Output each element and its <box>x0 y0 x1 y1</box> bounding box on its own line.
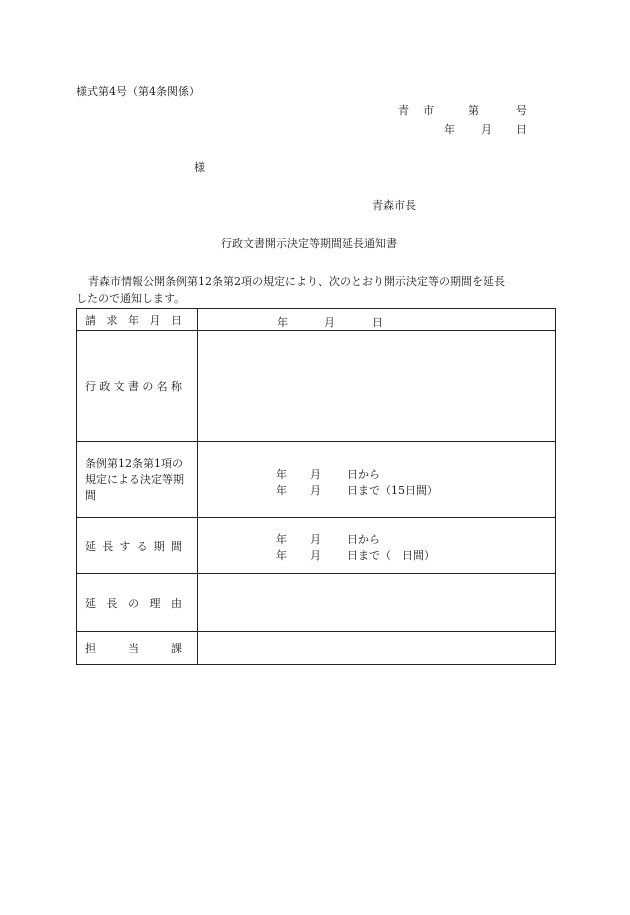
doc-number-char-4: 号 <box>516 104 527 117</box>
decision-period-label: 条例第12条第1項の規定による決定等期間 <box>77 442 198 518</box>
decision-period-value[interactable] <box>198 442 556 518</box>
extension-reason-label-char: 延 <box>85 596 96 610</box>
extension-period-label-char: 長 <box>102 539 114 553</box>
table-row-extension-reason <box>77 574 556 632</box>
request-date-day: 日 <box>372 316 383 329</box>
notice-table <box>76 308 556 665</box>
department-label-char: 当 <box>128 642 139 655</box>
extension-reason-label-char: 由 <box>171 596 182 610</box>
document-name-label-char: 名 <box>156 380 168 393</box>
department-value[interactable] <box>198 632 556 665</box>
extension-reason-label <box>77 574 198 632</box>
extension-period-from: 年 月 日から <box>276 533 380 546</box>
doc-date-year: 年 <box>444 123 455 136</box>
doc-number-char-2: 市 <box>423 104 434 117</box>
document-title: 行政文書開示決定等期間延長通知書 <box>221 237 397 250</box>
request-date-label <box>77 309 198 331</box>
department-label <box>77 632 198 665</box>
sender: 青森市長 <box>372 199 416 212</box>
request-date-value[interactable] <box>198 309 556 331</box>
department-label-char: 課 <box>171 642 182 655</box>
request-date-label-char: 日 <box>171 313 182 327</box>
form-id: 様式第4号（第4条関係） <box>76 85 200 98</box>
department-label-char: 担 <box>85 642 96 655</box>
document-name-label-char: の <box>142 380 154 393</box>
request-date-label-char: 請 <box>85 313 96 327</box>
extension-period-label-char: る <box>136 539 148 553</box>
request-date-label-char: 求 <box>106 313 118 327</box>
document-name-label-char: 称 <box>170 380 182 393</box>
decision-period-to: 年 月 日まで（15日間） <box>276 484 438 497</box>
body-line-2: したので通知します。 <box>76 292 186 305</box>
extension-period-label-char: 間 <box>170 539 182 553</box>
extension-reason-label-char: 理 <box>149 596 161 610</box>
table-row-request-date <box>77 309 556 331</box>
request-date-label-char: 年 <box>128 313 139 327</box>
document-name-value[interactable] <box>198 331 556 442</box>
table-row-department <box>77 632 556 665</box>
extension-period-to: 年 月 日まで（ 日間） <box>276 549 435 562</box>
extension-reason-label-char: の <box>128 596 139 610</box>
addressee-suffix: 様 <box>194 161 205 174</box>
request-date-label-char: 月 <box>149 313 161 327</box>
extension-reason-label-char: 長 <box>106 596 118 610</box>
table-row-document-name <box>77 331 556 442</box>
doc-date-month: 月 <box>481 123 492 136</box>
request-date-month: 月 <box>324 316 335 329</box>
table-row-extension-period <box>77 518 556 574</box>
extension-period-label-char: 延 <box>85 539 96 553</box>
doc-date-day: 日 <box>516 123 527 136</box>
extension-period-label-char: す <box>119 539 131 553</box>
doc-number-char-3: 第 <box>468 104 479 117</box>
extension-period-label <box>77 518 198 574</box>
extension-period-value[interactable] <box>198 518 556 574</box>
extension-period-label-char: 期 <box>153 539 165 553</box>
decision-period-from: 年 月 日から <box>276 468 380 481</box>
extension-reason-value[interactable] <box>198 574 556 632</box>
table-row-decision-period <box>77 442 556 518</box>
document-name-label-char: 文 <box>113 380 125 393</box>
request-date-year: 年 <box>277 316 288 329</box>
document-name-label-char: 書 <box>127 380 139 393</box>
doc-number-char-1: 青 <box>398 104 409 117</box>
document-name-label <box>77 331 198 442</box>
body-line-1: 青森市情報公開条例第12条第2項の規定により、次のとおり開示決定等の期間を延長 <box>88 275 505 288</box>
document-name-label-char: 行 <box>85 380 96 393</box>
document-name-label-char: 政 <box>99 380 111 393</box>
